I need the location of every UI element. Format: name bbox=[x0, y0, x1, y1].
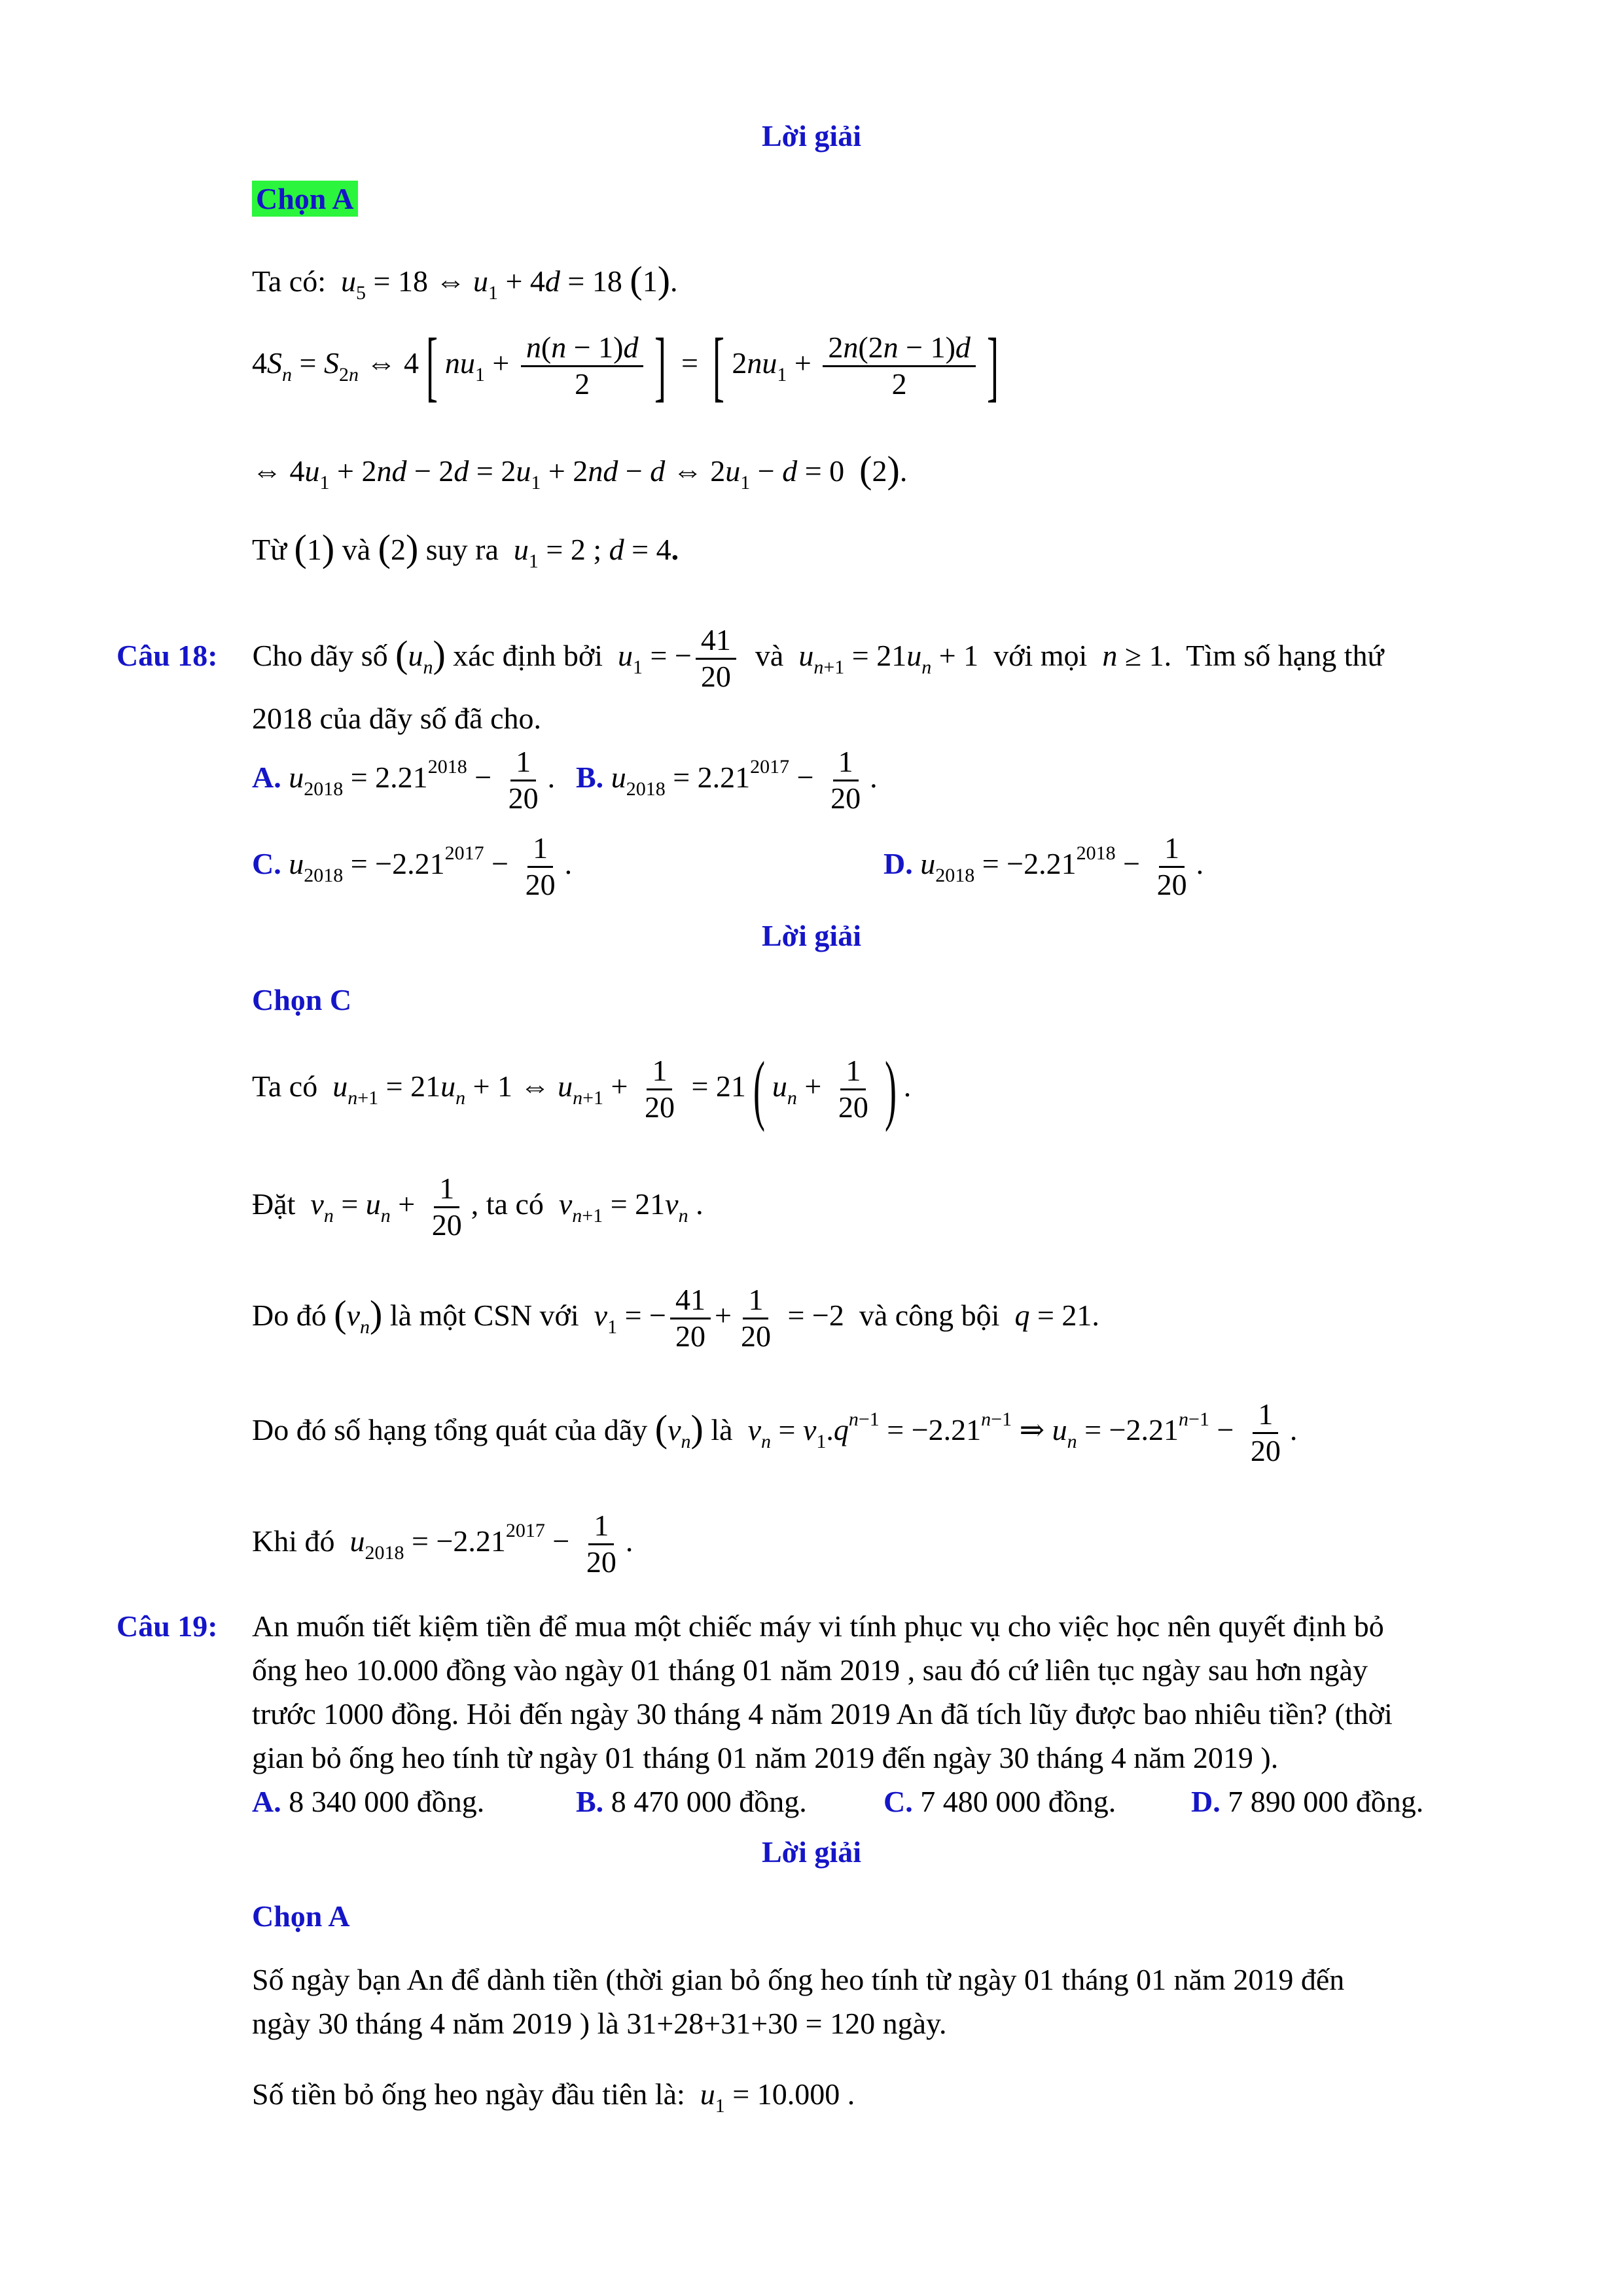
s17-result: $u_1 = 2$ ; d = 4. bbox=[513, 533, 679, 572]
q18-sol-2-mid: , ta có bbox=[471, 1187, 544, 1221]
q18-sol-5-prefix: Khi đó bbox=[252, 1524, 335, 1558]
question-18-label: Câu 18: bbox=[116, 638, 218, 672]
q19-sol-line-2: ngày 30 tháng 4 năm 2019 ) là 31+28+31+30 = 120 ngày. bbox=[252, 2007, 947, 2040]
q18-text-c: và bbox=[755, 638, 784, 672]
q18-option-d-label: D. bbox=[883, 846, 913, 880]
solution-heading-19: Lời giải bbox=[762, 1835, 861, 1869]
q19-sol-line-3: Số tiền bỏ ống heo ngày đầu tiên là: $u_1 = 10.000$ . bbox=[252, 2077, 855, 2117]
q18-text-line-2: 2018 của dãy số đã cho. bbox=[252, 702, 541, 735]
q19-option-d-text: 7 890 000 đồng. bbox=[1228, 1785, 1424, 1818]
q19-line-4: gian bỏ ống heo tính từ ngày 01 tháng 01 năm 2019 đến ngày 30 tháng 4 năm 2019 ). bbox=[252, 1741, 1279, 1774]
s17-eq-1: $u_5 = 18$ ⇔ $u_1 + 4d = 18$ (1). bbox=[341, 259, 678, 304]
q18-text-a: Cho dãy số bbox=[252, 638, 388, 672]
q19-option-b[interactable] bbox=[576, 1782, 807, 1821]
q18-sol-3-prefix: Do đó bbox=[252, 1298, 327, 1332]
q18-sol-4: Do đó số hạng tổng quát của dãy $(v_n)$ là $v_n = v_1.q^{n-1} = -2.21^{n-1}$ ⇒ $u_n = -2.21^{n-1}$ − $\frac{1}{20}$ . bbox=[252, 1397, 1298, 1467]
solution-heading-18: Lời giải bbox=[762, 919, 861, 952]
q18-option-c-label: C. bbox=[252, 846, 281, 880]
choice-17-label: Chọn A bbox=[252, 181, 358, 217]
question-18-line-1: Câu 18: Cho dãy số $(u_n)$ xác định bởi $u_1$ = − $\frac{41}{20}$ và $u_{n+1} = 21u_n + 1$ với mọi n ≥ 1. Tìm số hạng thứ bbox=[116, 623, 1384, 693]
q18-sol-2: Đặt $v_n = u_n$ + $\frac{1}{20}$ , ta có $v_{n+1} = 21v_n$ . bbox=[252, 1172, 704, 1242]
q18-option-c[interactable]: C. $u_{2018} = -2.21^{2017}$ − $\frac{1}{20}$ . bbox=[252, 831, 573, 901]
q19-option-b-text: 8 470 000 đồng. bbox=[611, 1785, 807, 1818]
q18-option-a[interactable]: A. $u_{2018} = 2.21^{2018}$ − $\frac{1}{20}$ . bbox=[252, 745, 556, 815]
q18-option-b-label: B. bbox=[576, 760, 604, 794]
choice-17 bbox=[252, 179, 358, 219]
q18-option-d[interactable]: D. $u_{2018} = -2.21^{2018}$ − $\frac{1}{20}$ . bbox=[883, 831, 1204, 901]
q19-option-a-text: 8 340 000 đồng. bbox=[289, 1785, 485, 1818]
q19-option-d-label: D. bbox=[1191, 1785, 1221, 1818]
q19-option-b-label: B. bbox=[576, 1785, 604, 1818]
q18-sol-3-end: và công bội bbox=[859, 1298, 1000, 1332]
q18-text-b: xác định bởi bbox=[453, 638, 603, 672]
q19-line-1: An muốn tiết kiệm tiền để mua một chiếc máy vi tính phục vụ cho việc học nên quyết định bỏ bbox=[252, 1609, 1384, 1643]
s17-eq-2: $4S_n = S_{2n}$ ⇔ 4[ $nu_1$ + $\frac{n(n - 1)d}{2}$ ] = [ $2nu_1$ + $\frac{2n(2n - 1)d}{2}$ ] bbox=[252, 322, 999, 410]
s17-line-1 bbox=[252, 255, 678, 304]
q18-option-b[interactable]: B. $u_{2018} = 2.21^{2017}$ − $\frac{1}{20}$ . bbox=[576, 745, 878, 815]
q18-text-d: với mọi bbox=[993, 638, 1088, 672]
q19-option-a[interactable] bbox=[252, 1782, 484, 1821]
solution-heading-17: Lời giải bbox=[762, 119, 861, 152]
q18-sol-1: Ta có $u_{n+1} = 21u_n + 1$ ⇔ $u_{n+1}$ + $\frac{1}{20}$ = 21( $u_n$ + $\frac{1}{20}$ ) . bbox=[252, 1045, 912, 1133]
q19-option-c[interactable] bbox=[883, 1782, 1116, 1821]
q18-sol-5: Khi đó $u_{2018} = -2.21^{2017}$ − $\frac{1}{20}$ . bbox=[252, 1509, 633, 1579]
q18-sol-1-prefix: Ta có bbox=[252, 1069, 318, 1103]
q19-option-d[interactable] bbox=[1191, 1782, 1423, 1821]
choice-18-label: Chọn C bbox=[252, 983, 352, 1016]
q19-option-c-label: C. bbox=[883, 1785, 913, 1818]
q19-sol-line-3-text: Số tiền bỏ ống heo ngày đầu tiên là: bbox=[252, 2077, 685, 2111]
q19-sol-line-1: Số ngày bạn An để dành tiền (thời gian bỏ ống heo tính từ ngày 01 tháng 01 năm 2019 đến bbox=[252, 1963, 1345, 1996]
q18-option-a-label: A. bbox=[252, 760, 281, 794]
q18-sol-2-prefix: Đặt bbox=[252, 1187, 296, 1221]
s17-eq-3: ⇔ $4u_1 + 2nd - 2d = 2u_1 + 2nd - d$ ⇔ $2u_1 - d = 0$ (2). bbox=[252, 448, 908, 493]
s17-line-4-prefix: Từ bbox=[252, 533, 287, 566]
s17-line-1-prefix: Ta có: bbox=[252, 264, 327, 298]
q18-sol-3-mid: là một CSN với bbox=[389, 1298, 579, 1332]
q18-sol-4-mid: là bbox=[711, 1412, 733, 1446]
q18-sol-4-prefix: Do đó số hạng tổng quát của dãy bbox=[252, 1412, 648, 1446]
choice-19 bbox=[252, 1897, 350, 1936]
q18-sol-3: Do đó $(v_n)$ là một CSN với $v_1$ = − $\frac{41}{20}$ + $\frac{1}{20}$ = −2 và công bội q = 21. bbox=[252, 1283, 1099, 1353]
q19-option-c-text: 7 480 000 đồng. bbox=[920, 1785, 1116, 1818]
question-19-label: Câu 19: bbox=[116, 1609, 218, 1643]
s17-line-4-and: và bbox=[342, 533, 371, 566]
s17-line-4: Từ (1) và (2) suy ra $u_1 = 2$ ; d = 4. bbox=[252, 527, 679, 572]
q18-text-e: Tìm số hạng thứ bbox=[1186, 638, 1384, 672]
choice-18 bbox=[252, 980, 351, 1020]
q19-option-a-label: A. bbox=[252, 1785, 281, 1818]
choice-19-label: Chọn A bbox=[252, 1899, 350, 1933]
s17-line-4-text: suy ra bbox=[425, 533, 499, 566]
q19-line-2: ống heo 10.000 đồng vào ngày 01 tháng 01 năm 2019 , sau đó cứ liên tục ngày sau hơn ngày bbox=[252, 1653, 1368, 1687]
q19-line-3: trước 1000 đồng. Hỏi đến ngày 30 tháng 4 năm 2019 An đã tích lũy được bao nhiêu tiền? (thời bbox=[252, 1697, 1393, 1731]
